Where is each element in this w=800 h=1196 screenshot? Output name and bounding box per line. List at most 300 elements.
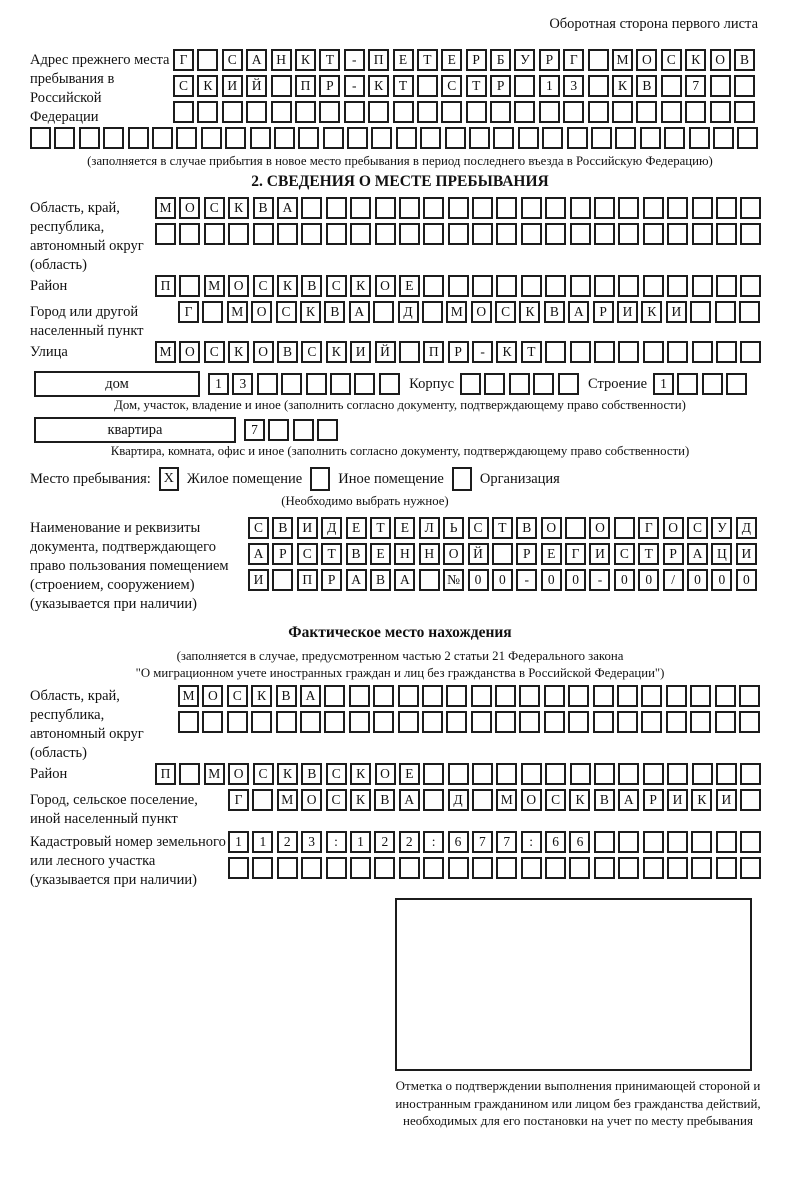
actual-region-label: Область, край, республика, автономный округ (область)	[30, 688, 144, 761]
char-cell: -	[344, 75, 365, 97]
char-cell	[178, 711, 199, 733]
char-cell: О	[251, 301, 272, 323]
char-cell: С	[204, 197, 225, 219]
char-cell	[466, 101, 487, 123]
char-cell: 0	[468, 569, 489, 591]
char-cell	[716, 763, 737, 785]
char-cell	[375, 197, 396, 219]
char-cell: Е	[441, 49, 462, 71]
char-cell	[225, 127, 246, 149]
char-cell	[472, 763, 493, 785]
char-cell: А	[277, 197, 298, 219]
char-cell: 1	[539, 75, 560, 97]
char-cell	[593, 711, 614, 733]
actual-district-label: Район	[30, 766, 68, 782]
char-cell	[643, 223, 664, 245]
document-rows	[248, 517, 760, 595]
char-cell	[614, 517, 635, 539]
char-cell	[179, 223, 200, 245]
house-box-label: дом	[34, 371, 200, 397]
char-cell	[323, 127, 344, 149]
char-cell	[300, 711, 321, 733]
stroenie-row	[653, 373, 751, 395]
char-cell	[667, 831, 688, 853]
char-cell	[643, 763, 664, 785]
char-cell	[271, 75, 292, 97]
char-cell	[471, 711, 492, 733]
char-cell	[740, 789, 761, 811]
char-cell	[252, 857, 273, 879]
char-cell: 2	[399, 831, 420, 853]
char-cell: И	[589, 543, 610, 565]
char-cell	[740, 831, 761, 853]
char-cell: А	[346, 569, 367, 591]
char-cell: 0	[541, 569, 562, 591]
char-cell	[567, 127, 588, 149]
char-cell: О	[375, 763, 396, 785]
char-cell	[375, 223, 396, 245]
char-cell: В	[301, 275, 322, 297]
char-cell: Е	[399, 275, 420, 297]
char-cell: Р	[272, 543, 293, 565]
char-cell: М	[227, 301, 248, 323]
char-cell	[446, 711, 467, 733]
char-cell	[615, 127, 636, 149]
char-cell	[276, 711, 297, 733]
char-cell: С	[326, 789, 347, 811]
char-cell: В	[594, 789, 615, 811]
prev-address-row-2	[173, 75, 758, 97]
char-cell: П	[297, 569, 318, 591]
char-cell	[594, 341, 615, 363]
char-cell	[423, 197, 444, 219]
char-cell: С	[227, 685, 248, 707]
char-cell: 1	[350, 831, 371, 853]
char-cell	[594, 275, 615, 297]
char-cell	[422, 685, 443, 707]
char-cell	[734, 75, 755, 97]
char-cell: Д	[398, 301, 419, 323]
char-cell	[460, 373, 481, 395]
document-row-3	[248, 569, 760, 591]
actual-region-row-2	[178, 711, 763, 733]
char-cell	[277, 223, 298, 245]
char-cell	[521, 275, 542, 297]
char-cell	[324, 711, 345, 733]
char-cell	[396, 127, 417, 149]
char-cell	[740, 197, 761, 219]
char-cell: В	[301, 763, 322, 785]
char-cell: Е	[394, 517, 415, 539]
char-cell	[277, 857, 298, 879]
char-cell	[715, 685, 736, 707]
char-cell	[594, 763, 615, 785]
char-cell: А	[568, 301, 589, 323]
char-cell: 1	[228, 831, 249, 853]
char-cell	[569, 857, 590, 879]
region-row-2	[155, 223, 765, 245]
region-label: Область, край, республика, автономный округ (область)	[30, 200, 144, 273]
char-cell	[514, 75, 535, 97]
region-row-1	[155, 197, 765, 219]
char-cell	[228, 857, 249, 879]
char-cell: М	[155, 341, 176, 363]
street-block	[30, 341, 770, 367]
char-cell	[643, 831, 664, 853]
char-cell	[667, 763, 688, 785]
char-cell: К	[569, 789, 590, 811]
char-cell: У	[514, 49, 535, 71]
char-cell: И	[716, 789, 737, 811]
char-cell	[493, 127, 514, 149]
char-cell	[373, 301, 394, 323]
char-cell	[519, 685, 540, 707]
char-cell	[664, 127, 685, 149]
char-cell	[689, 127, 710, 149]
char-cell: К	[228, 341, 249, 363]
char-cell: 3	[232, 373, 253, 395]
char-cell	[570, 341, 591, 363]
char-cell: 7	[472, 831, 493, 853]
char-cell: П	[295, 75, 316, 97]
char-cell	[445, 127, 466, 149]
char-cell	[471, 685, 492, 707]
char-cell: С	[173, 75, 194, 97]
prev-address-label: Адрес прежнего места пребывания в Российской Федерации	[30, 52, 170, 125]
char-cell: С	[248, 517, 269, 539]
char-cell	[739, 301, 760, 323]
char-cell	[257, 373, 278, 395]
char-cell: О	[375, 275, 396, 297]
char-cell: О	[179, 341, 200, 363]
char-cell: В	[544, 301, 565, 323]
stay-type-checkbox-other	[310, 467, 330, 491]
char-cell: Р	[448, 341, 469, 363]
char-cell: П	[155, 275, 176, 297]
char-cell	[179, 763, 200, 785]
char-cell	[716, 275, 737, 297]
char-cell: А	[399, 789, 420, 811]
char-cell	[373, 711, 394, 733]
document-label: Наименование и реквизиты документа, подтверждающего право пользования помещением (строением, сооружением) (указывается при наличии)	[30, 520, 229, 612]
char-cell	[301, 197, 322, 219]
actual-city-row	[228, 789, 765, 811]
char-cell: М	[446, 301, 467, 323]
char-cell: Р	[663, 543, 684, 565]
char-cell: В	[277, 341, 298, 363]
char-cell	[521, 223, 542, 245]
char-cell	[484, 373, 505, 395]
section2-title: 2. СВЕДЕНИЯ О МЕСТЕ ПРЕБЫВАНИЯ	[251, 173, 549, 190]
char-cell	[301, 857, 322, 879]
char-cell: В	[370, 569, 391, 591]
char-cell	[246, 101, 267, 123]
char-cell	[253, 223, 274, 245]
char-cell: Е	[370, 543, 391, 565]
char-cell	[509, 373, 530, 395]
char-cell: С	[222, 49, 243, 71]
char-cell: А	[618, 789, 639, 811]
char-cell	[79, 127, 100, 149]
char-cell: У	[711, 517, 732, 539]
char-cell	[227, 711, 248, 733]
apartment-caption: Квартира, комната, офис и иное (заполнить согласно документу, подтверждающему право собственности)	[110, 444, 690, 458]
char-cell	[545, 197, 566, 219]
char-cell	[423, 857, 444, 879]
char-cell	[667, 223, 688, 245]
char-cell	[740, 763, 761, 785]
char-cell: Н	[419, 543, 440, 565]
char-cell	[692, 275, 713, 297]
char-cell	[423, 223, 444, 245]
char-cell	[349, 685, 370, 707]
char-cell	[692, 197, 713, 219]
char-cell	[666, 685, 687, 707]
prev-address-row-4-full	[30, 127, 770, 149]
actual-district-block	[30, 763, 770, 789]
char-cell	[716, 831, 737, 853]
char-cell: Т	[417, 49, 438, 71]
char-cell	[250, 127, 271, 149]
char-cell: -	[589, 569, 610, 591]
char-cell	[715, 711, 736, 733]
char-cell	[202, 711, 223, 733]
char-cell	[713, 127, 734, 149]
char-cell	[519, 711, 540, 733]
char-cell: Б	[490, 49, 511, 71]
char-cell: Г	[565, 543, 586, 565]
char-cell	[618, 197, 639, 219]
char-cell	[618, 341, 639, 363]
char-cell	[692, 223, 713, 245]
char-cell: А	[248, 543, 269, 565]
char-cell: А	[394, 569, 415, 591]
char-cell	[176, 127, 197, 149]
char-cell: 2	[374, 831, 395, 853]
char-cell: Д	[321, 517, 342, 539]
char-cell	[398, 685, 419, 707]
char-cell: Г	[173, 49, 194, 71]
char-cell: С	[326, 275, 347, 297]
char-cell: М	[204, 275, 225, 297]
char-cell	[490, 101, 511, 123]
char-cell	[643, 275, 664, 297]
char-cell	[588, 49, 609, 71]
char-cell: Р	[321, 569, 342, 591]
char-cell	[726, 373, 747, 395]
char-cell	[661, 101, 682, 123]
char-cell: С	[253, 275, 274, 297]
char-cell: С	[495, 301, 516, 323]
char-cell	[495, 711, 516, 733]
char-cell: О	[521, 789, 542, 811]
char-cell: И	[248, 569, 269, 591]
char-cell: /	[663, 569, 684, 591]
char-cell: Р	[593, 301, 614, 323]
char-cell	[677, 373, 698, 395]
char-cell: Й	[246, 75, 267, 97]
char-cell	[739, 685, 760, 707]
char-cell: С	[468, 517, 489, 539]
char-cell	[319, 101, 340, 123]
prev-address-rows	[173, 49, 758, 127]
char-cell	[128, 127, 149, 149]
char-cell	[228, 223, 249, 245]
char-cell: К	[519, 301, 540, 323]
char-cell	[103, 127, 124, 149]
korpus-label: Корпус	[409, 375, 455, 392]
city-row	[178, 301, 763, 323]
char-cell	[472, 275, 493, 297]
char-cell: В	[516, 517, 537, 539]
char-cell	[152, 127, 173, 149]
char-cell: В	[346, 543, 367, 565]
char-cell	[691, 831, 712, 853]
char-cell: Р	[516, 543, 537, 565]
stay-type-label: Место пребывания:	[30, 470, 151, 487]
char-cell	[204, 223, 225, 245]
char-cell	[469, 127, 490, 149]
char-cell: С	[253, 763, 274, 785]
char-cell: К	[277, 763, 298, 785]
char-cell	[496, 763, 517, 785]
char-cell: В	[374, 789, 395, 811]
district-label: Район	[30, 278, 68, 294]
char-cell	[692, 341, 713, 363]
char-cell: П	[368, 49, 389, 71]
confirmation-stamp-box	[395, 898, 752, 1071]
actual-region-rows	[178, 685, 763, 737]
char-cell	[521, 763, 542, 785]
char-cell	[472, 223, 493, 245]
char-cell: О	[253, 341, 274, 363]
char-cell: К	[295, 49, 316, 71]
korpus-row	[460, 373, 582, 395]
char-cell	[740, 341, 761, 363]
char-cell	[349, 711, 370, 733]
char-cell: Д	[736, 517, 757, 539]
char-cell: -	[344, 49, 365, 71]
char-cell	[441, 101, 462, 123]
char-cell: М	[178, 685, 199, 707]
char-cell	[202, 301, 223, 323]
char-cell	[570, 763, 591, 785]
char-cell: О	[202, 685, 223, 707]
char-cell: К	[350, 789, 371, 811]
char-cell	[326, 197, 347, 219]
char-cell	[691, 857, 712, 879]
char-cell	[690, 711, 711, 733]
char-cell: К	[350, 763, 371, 785]
cadastre-label: Кадастровый номер земельного или лесного участка (указывается при наличии)	[30, 834, 226, 888]
cadastre-block	[30, 831, 770, 890]
char-cell: А	[349, 301, 370, 323]
char-cell: :	[521, 831, 542, 853]
char-cell: 7	[685, 75, 706, 97]
char-cell	[324, 685, 345, 707]
char-cell: -	[516, 569, 537, 591]
char-cell: В	[734, 49, 755, 71]
char-cell	[272, 569, 293, 591]
char-cell	[539, 101, 560, 123]
char-cell	[544, 685, 565, 707]
char-cell	[716, 223, 737, 245]
char-cell: В	[276, 685, 297, 707]
city-block	[30, 301, 770, 341]
char-cell	[563, 101, 584, 123]
char-cell: Ц	[711, 543, 732, 565]
char-cell	[423, 763, 444, 785]
char-cell	[252, 789, 273, 811]
char-cell: 0	[565, 569, 586, 591]
char-cell	[399, 341, 420, 363]
char-cell	[350, 197, 371, 219]
actual-region-block	[30, 685, 770, 763]
actual-district-row	[155, 763, 765, 785]
char-cell	[368, 101, 389, 123]
char-cell	[588, 101, 609, 123]
apartment-box-label: квартира	[34, 417, 236, 443]
char-cell	[344, 101, 365, 123]
district-row	[155, 275, 765, 297]
char-cell: С	[326, 763, 347, 785]
char-cell	[420, 127, 441, 149]
char-cell	[570, 223, 591, 245]
char-cell	[618, 831, 639, 853]
char-cell	[197, 49, 218, 71]
char-cell: Д	[448, 789, 469, 811]
char-cell: И	[666, 301, 687, 323]
char-cell: О	[228, 763, 249, 785]
char-cell	[591, 127, 612, 149]
char-cell	[690, 301, 711, 323]
char-cell: 6	[545, 831, 566, 853]
char-cell	[271, 101, 292, 123]
char-cell	[496, 857, 517, 879]
char-cell: Н	[394, 543, 415, 565]
char-cell	[472, 789, 493, 811]
char-cell	[514, 101, 535, 123]
char-cell	[371, 127, 392, 149]
char-cell	[690, 685, 711, 707]
char-cell	[417, 75, 438, 97]
char-cell: Л	[419, 517, 440, 539]
char-cell: С	[276, 301, 297, 323]
char-cell	[544, 711, 565, 733]
char-cell: Ь	[443, 517, 464, 539]
char-cell: Т	[466, 75, 487, 97]
char-cell	[739, 711, 760, 733]
char-cell: Г	[178, 301, 199, 323]
char-cell	[251, 711, 272, 733]
char-cell	[740, 857, 761, 879]
char-cell	[643, 341, 664, 363]
prev-address-row-1	[173, 49, 758, 71]
char-cell	[472, 857, 493, 879]
char-cell	[399, 197, 420, 219]
char-cell	[201, 127, 222, 149]
char-cell	[354, 373, 375, 395]
char-cell: С	[545, 789, 566, 811]
char-cell	[293, 419, 314, 441]
stay-type-option-residential: Жилое помещение	[186, 470, 303, 487]
char-cell	[393, 101, 414, 123]
char-cell: В	[636, 75, 657, 97]
char-cell: И	[667, 789, 688, 811]
char-cell: А	[687, 543, 708, 565]
form-back-page	[0, 16, 800, 1130]
stay-type-checkbox-residential: X	[159, 467, 179, 491]
